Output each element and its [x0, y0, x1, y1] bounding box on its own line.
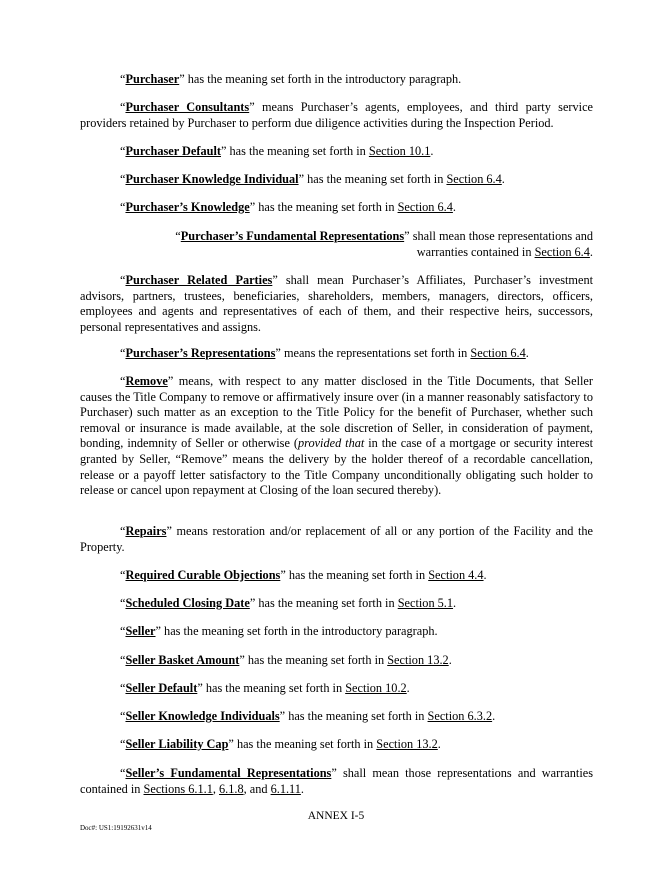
defined-term: Scheduled Closing Date [125, 596, 250, 610]
defined-term: Purchaser Knowledge Individual [125, 172, 299, 186]
definition-purchaser: “Purchaser” has the meaning set forth in the introductory paragraph. [120, 72, 462, 86]
defined-term: Purchaser Related Parties [125, 273, 273, 287]
defined-term: Remove [125, 374, 168, 388]
defined-term: Purchaser Default [125, 144, 221, 158]
definition-purchaser-consultants: “Purchaser Consultants” means Purchaser’s agents, employees, and third party service providers retained by Purchaser to perform due diligence activities during the Inspection Period. [80, 100, 593, 130]
section-reference: 6.1.8 [219, 781, 244, 796]
defined-term: Seller Knowledge Individuals [125, 709, 280, 723]
definition-purchasers-knowledge: “Purchaser’s Knowledge” has the meaning set forth in Section 6.4. [120, 200, 456, 214]
definition-seller-knowledge-individuals: “Seller Knowledge Individuals” has the meaning set forth in Section 6.3.2. [120, 709, 496, 723]
defined-term: Purchaser’s Knowledge [125, 200, 250, 214]
defined-term: Seller’s Fundamental Representations [125, 766, 332, 780]
definition-repairs: “Repairs” means restoration and/or replacement of all or any portion of the Facility and the Property. [80, 524, 593, 554]
section-reference: Section 6.4 [470, 346, 526, 360]
section-reference: Section 4.4 [428, 568, 484, 582]
definition-required-curable-objections: “Required Curable Objections” has the meaning set forth in Section 4.4. [120, 568, 487, 582]
section-reference: 6.1.11 [270, 781, 301, 796]
definition-purchaser-knowledge-individual: “Purchaser Knowledge Individual” has the meaning set forth in Section 6.4. [120, 172, 505, 186]
defined-term: Seller [125, 624, 156, 638]
definition-seller-liability-cap: “Seller Liability Cap” has the meaning set forth in Section 13.2. [120, 737, 441, 751]
defined-term: Purchaser Consultants [125, 100, 250, 114]
defined-term: Purchaser [125, 72, 180, 86]
definition-seller-default: “Seller Default” has the meaning set forth in Section 10.2. [120, 681, 410, 695]
document-id: Doc#: US1:19192631v14 [80, 824, 152, 832]
section-reference: Sections 6.1.1 [143, 781, 213, 796]
definition-sellers-fundamental-representations: “Seller’s Fundamental Representations” shall mean those representations and warranties contained in Sections 6.1.1, 6.1.8, and 6.1.11. [80, 766, 593, 796]
page-footer: ANNEX I-5 [307, 810, 365, 822]
defined-term: Purchaser’s Representations [125, 346, 276, 360]
section-reference: Section 6.4 [534, 244, 590, 259]
defined-term: Required Curable Objections [125, 568, 281, 582]
definition-purchaser-default: “Purchaser Default” has the meaning set forth in Section 10.1. [120, 144, 434, 158]
defined-term: Seller Liability Cap [125, 737, 229, 751]
section-reference: Section 6.4 [397, 200, 453, 214]
definition-remove: “Remove” means, with respect to any matter disclosed in the Title Documents, that Seller causes the Title Company to remove or affirmatively insure over (in a manner reasonably satisfactory to Purchaser) such matter as an exception to the Title Policy for the benefit of Purchaser, whether such removal or insurance is made available, at the sole discretion of Seller, in consideration of payment, bonding, indemnity of Seller or otherwise (provided that in the case of a mortgage or security interest granted by Seller, “Remove” means the delivery by the holder thereof of a recordable cancellation, release or a payoff letter satisfactory to the Title Company unconditionally obligating such holder to release or cancel upon repayment at Closing of the loan secured thereby). [80, 374, 594, 498]
section-reference: Section 13.2 [387, 653, 449, 667]
defined-term: Seller Default [125, 681, 198, 695]
defined-term: Purchaser’s Fundamental Representations [180, 229, 405, 243]
section-reference: Section 10.1 [368, 144, 431, 158]
definition-purchasers-fundamental-representations: “Purchaser’s Fundamental Representations” shall mean those representations and warranties contained in Section 6.4. [175, 229, 593, 259]
section-reference: Section 10.2 [345, 681, 407, 695]
definition-purchaser-related-parties: “Purchaser Related Parties” shall mean Purchaser’s Affiliates, Purchaser’s investment advisors, partners, trustees, beneficiaries, shareholders, members, managers, directors, officers, employees and agents and representatives of each of them, and their respective heirs, successors, personal representatives and assigns. [80, 273, 594, 334]
section-reference: Section 5.1 [397, 596, 454, 610]
defined-term: Repairs [125, 524, 167, 538]
section-reference: Section 6.3.2 [427, 709, 493, 723]
definition-purchasers-representations: “Purchaser’s Representations” means the representations set forth in Section 6.4. [120, 346, 529, 360]
section-reference: Section 6.4 [446, 172, 502, 186]
definition-scheduled-closing-date: “Scheduled Closing Date” has the meaning set forth in Section 5.1. [120, 596, 457, 610]
definition-seller: “Seller” has the meaning set forth in the introductory paragraph. [120, 624, 438, 638]
section-reference: Section 13.2 [376, 737, 438, 751]
defined-term: Seller Basket Amount [125, 653, 240, 667]
definition-seller-basket-amount: “Seller Basket Amount” has the meaning set forth in Section 13.2. [120, 653, 452, 667]
